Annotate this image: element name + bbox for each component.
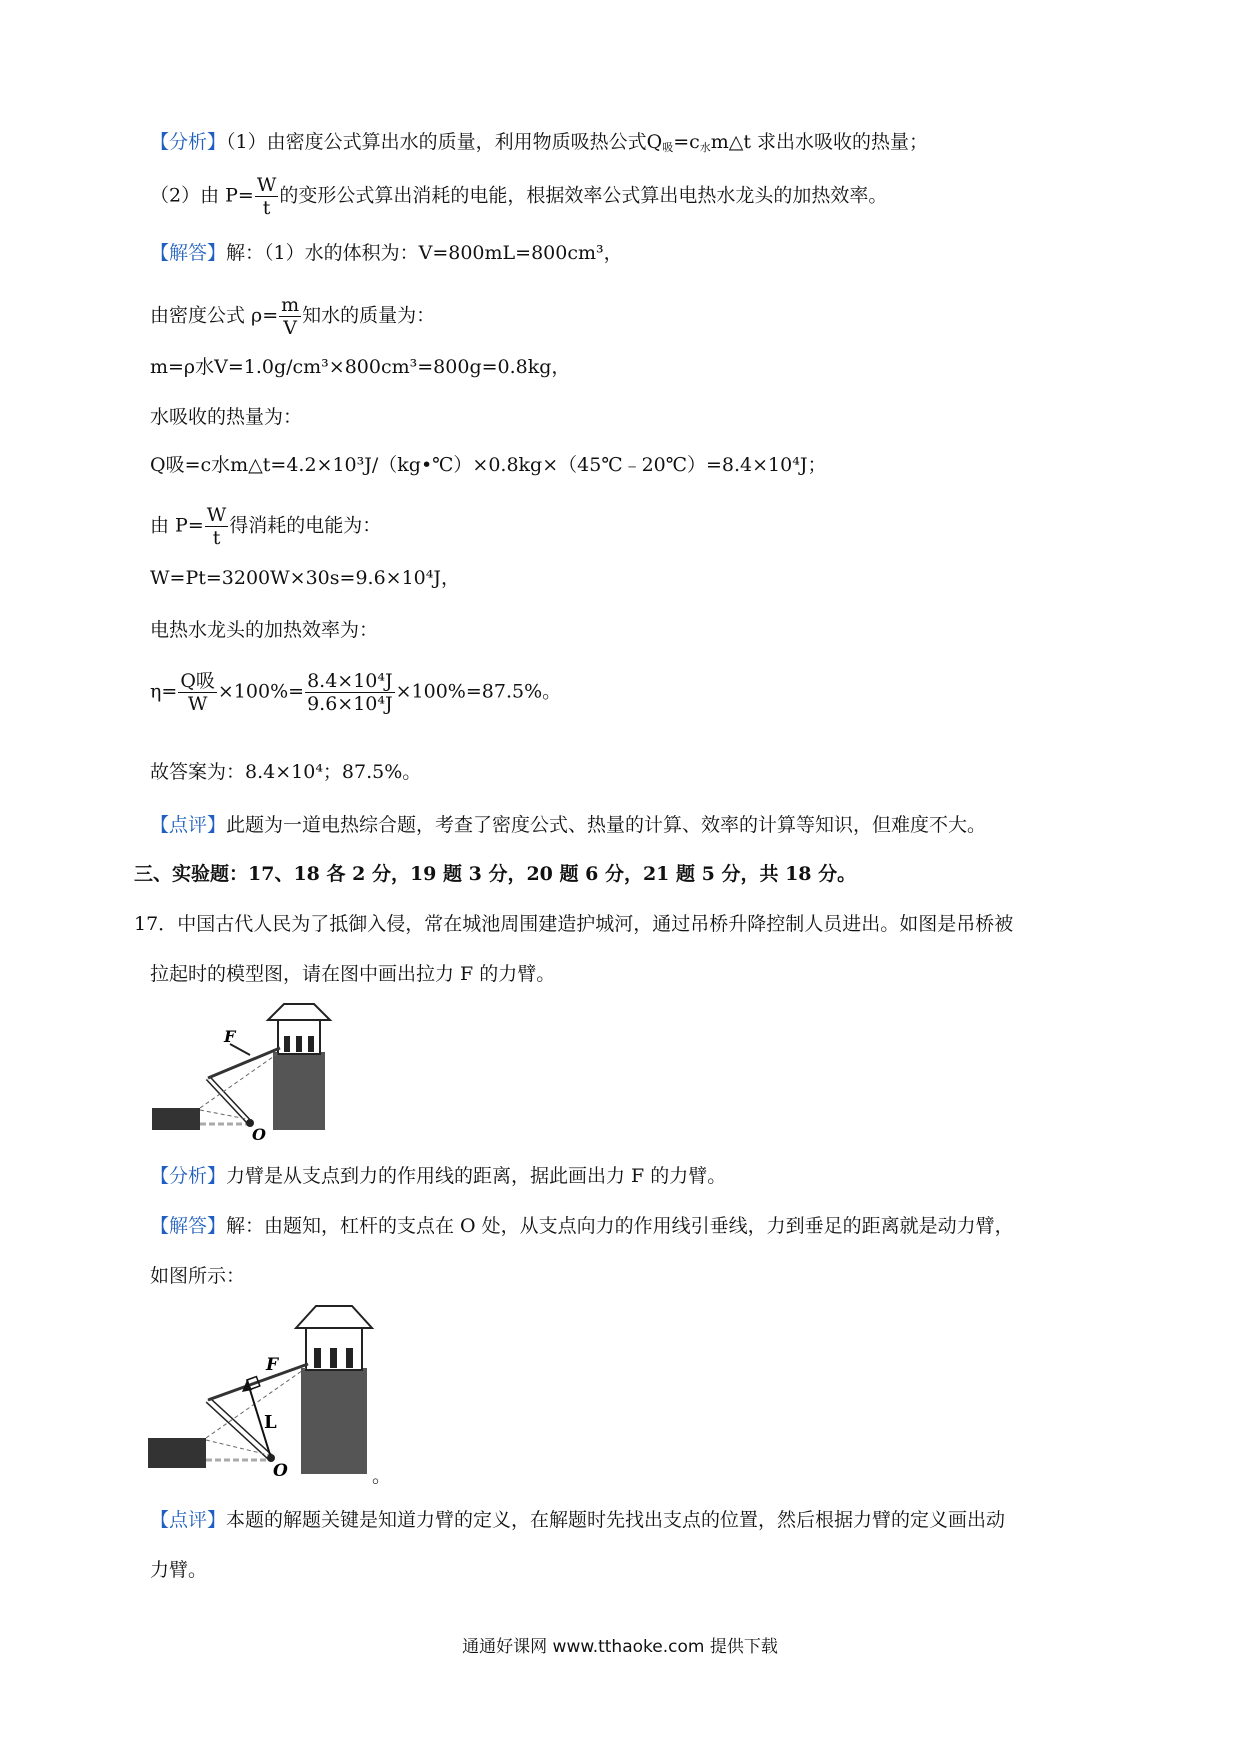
solution-line-1: 【解答】解：（1）水的体积为：V=800mL=800cm³，: [150, 242, 623, 264]
solution-line-9: η= $\frac{\text{Q吸}}{W}$ ×100%= $\frac{\text{8.4×10⁴J}}{\text{9.6×10⁴J}}$ ×100%=87.5%。: [150, 670, 562, 715]
force-label: F: [224, 1027, 236, 1046]
question-number: 17．: [134, 913, 178, 935]
page-footer: 通通好课网 www.tthaoke.com 提供下载: [462, 1637, 778, 1657]
figure-period: 。: [372, 1465, 392, 1487]
analysis-line-2: （2）由 P= $\frac{W}{t}$ 的变形公式算出消耗的电能，根据效率公式算出电热水龙头的加热效率。: [150, 174, 888, 219]
comment-tag: 【点评】: [150, 814, 227, 836]
pivot-label: O: [273, 1461, 288, 1480]
solution-line-3: m=ρ水V=1.0g/cm³×800cm³=800g=0.8kg，: [150, 356, 571, 378]
q17-line-1: 17．中国古代人民为了抵御入侵，常在城池周围建造护城河，通过吊桥升降控制人员进出。如图是吊桥被: [134, 913, 1014, 935]
q17-analysis: 【分析】力臂是从支点到力的作用线的距离，据此画出力 F 的力臂。: [150, 1165, 727, 1187]
fraction-values: $\frac{\text{8.4×10⁴J}}{\text{9.6×10⁴J}}$: [307, 670, 393, 715]
solution-tag: 【解答】: [150, 242, 227, 264]
section-title: 三、实验题：17、18 各 2 分，19 题 3 分，20 题 6 分，21 题 5 分，共 18 分。: [134, 863, 857, 885]
q17-solution-2: 如图所示：: [150, 1265, 246, 1287]
solution-line-5: Q吸=c水m△t=4.2×10³J/（kg•℃）×0.8kg×（45℃﹣20℃）=8.4×10⁴J；: [150, 454, 827, 476]
solution-line-6: 由 P= $\frac{W}{t}$ 得消耗的电能为：: [150, 504, 382, 549]
solution-line-7: W=Pt=3200W×30s=9.6×10⁴J，: [150, 567, 460, 589]
drawbridge-answer-figure: [146, 1300, 396, 1480]
pivot-label: O: [252, 1125, 266, 1140]
q17-solution-1: 【解答】解：由题知，杠杆的支点在 O 处，从支点向力的作用线引垂线，力到垂足的距离就是动力臂，: [150, 1215, 1014, 1237]
solution-line-8: 电热水龙头的加热效率为：: [150, 619, 379, 641]
lever-arm-label: L: [264, 1412, 277, 1433]
fraction-m-over-v: $\frac{m}{V}$: [281, 294, 300, 339]
fraction-q-over-w: $\frac{\text{Q吸}}{W}$: [180, 670, 215, 715]
q17-comment-2: 力臂。: [150, 1559, 208, 1581]
solution-line-2: 由密度公式 ρ= $\frac{m}{V}$ 知水的质量为：: [150, 294, 436, 339]
solution-line-4: 水吸收的热量为：: [150, 406, 303, 428]
q17-line-2: 拉起时的模型图，请在图中画出拉力 F 的力臂。: [150, 963, 556, 985]
analysis-line-1: 【分析】（1）由密度公式算出水的质量，利用物质吸热公式Q吸=c水m△t 求出水吸收的热量；: [150, 131, 929, 154]
force-label: F: [266, 1355, 279, 1375]
q17-comment-1: 【点评】本题的解题关键是知道力臂的定义，在解题时先找出支点的位置，然后根据力臂的定义画出动: [150, 1509, 1006, 1531]
fraction-w-over-t: $\frac{W}{t}$: [206, 504, 227, 549]
solution-line-10: 故答案为：8.4×10⁴；87.5%。: [150, 761, 422, 783]
comment-line: 【点评】此题为一道电热综合题，考查了密度公式、热量的计算、效率的计算等知识，但难度不大。: [150, 814, 987, 836]
drawbridge-figure: [150, 1000, 350, 1140]
analysis-tag: 【分析】: [150, 131, 227, 153]
fraction-w-over-t: $\frac{W}{t}$: [256, 174, 277, 219]
